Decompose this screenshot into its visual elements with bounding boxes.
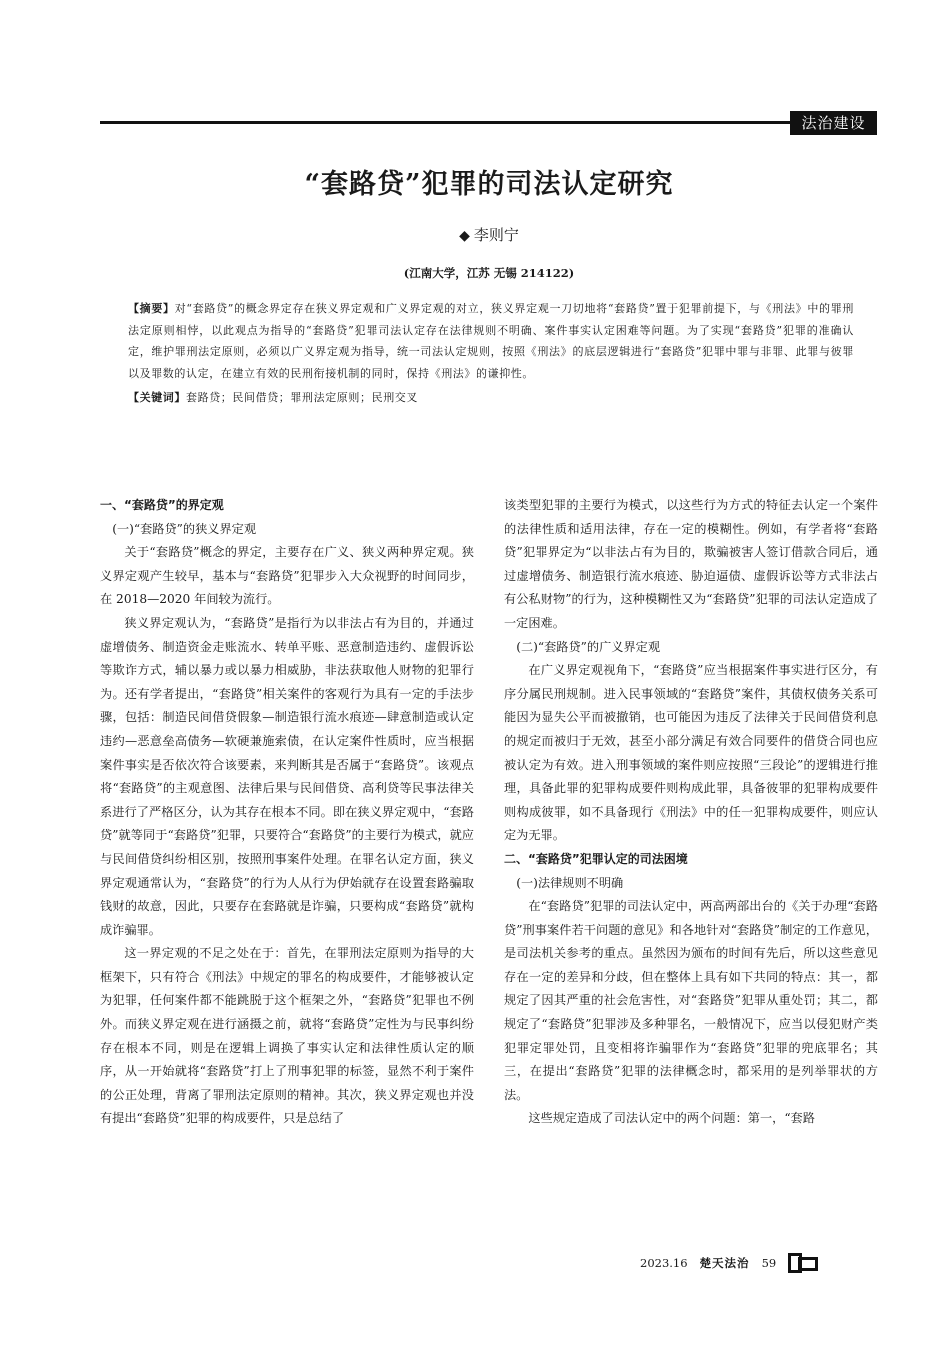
abstract-text: 对“套路贷”的概念界定存在狭义界定观和广义界定观的对立，狭义界定观一刀切地将“套路贷”置于犯罪前提下，与《刑法》中的罪刑法定原则相悖，以此观点为指导的“套路贷”犯罪司法认定存在法律规则不明确、案件事实认定困难等问题。为了实现“套路贷”犯罪的准确认定，维护罪刑法定原则，必须以广义界定观为指导，统一司法认定规则，按照《刑法》的底层逻辑进行“套路贷”犯罪中罪与非罪、此罪与彼罪以及罪数的认定，在建立有效的民刑衔接机制的同时，保持《刑法》的谦抑性。: [128, 302, 854, 380]
article-title: “套路贷”犯罪的司法认定研究: [304, 169, 674, 200]
subsection-heading: (二)“套路贷”的广义界定观: [516, 639, 661, 654]
paragraph: 狭义界定观认为，“套路贷”是指行为以非法占有为目的，并通过虚增债务、制造资金走账流水、转单平账、恶意制造违约、虚假诉讼等欺诈方式，辅以暴力或以暴力相威胁，非法获取他人财物的犯罪行为。还有学者提出，“套路贷”相关案件的客观行为具有一定的手法步骤，包括：制造民间借贷假象—制造银行流水痕迹—肆意制造或认定违约—恶意垒高债务—软硬兼施索债，在认定案件性质时，应当根据案件事实是否依次符合该要素，来判断其是否属于“套路贷”。该观点将“套路贷”的主观意图、法律后果与民间借贷、高利贷等民事法律关系进行了严格区分，认为其存在根本不同。即在狭义界定观中，“套路贷”就等同于“套路贷”犯罪，只要符合“套路贷”的主要行为模式，就应与民间借贷纠纷相区别，按照刑事案件处理。在罪名认定方面，狭义界定观通常认为，“套路贷”的行为人从行为伊始就存在设置套路骗取钱财的故意，因此，只要存在套路就是诈骗，只要构成“套路贷”就构成诈骗罪。: [100, 615, 474, 937]
section-heading: 一、“套路贷”的界定观: [100, 498, 224, 512]
page-footer: [640, 1253, 818, 1273]
affiliation: (江南大学，江苏 无锡 214122): [403, 266, 575, 280]
issue-number: 2023.16: [640, 1256, 688, 1270]
keywords-label: 【关键词】: [128, 391, 186, 404]
abstract-label: 【摘要】: [128, 302, 175, 315]
diamond-icon: ◆: [459, 228, 470, 244]
abstract-block: [128, 298, 854, 409]
paragraph: 在广义界定观视角下，“套路贷”应当根据案件事实进行区分，有序分属民刑规制。进入民事领域的“套路贷”案件，其债权债务关系可能因为显失公平而被撤销，也可能因为违反了法律关于民间借贷利息的规定而被归于无效，甚至小部分满足有效合同要件的借贷合同也应被认定为有效。进入刑事领域的案件则应按照“三段论”的逻辑进行推理，具备此罪的犯罪构成要件则构成此罪，具备彼罪的犯罪构成要件则构成彼罪，如不具备现行《刑法》中的任一犯罪构成要件，则应认定为无罪。: [504, 663, 878, 843]
header-rule: [100, 121, 790, 124]
author-line: [100, 225, 878, 246]
section-tag: 法治建设: [790, 111, 877, 135]
paragraph: 关于“套路贷”概念的界定，主要存在广义、狭义两种界定观。狭义界定观产生较早，基本与“套路贷”犯罪步入大众视野的时间同步，在 2018—2020 年间较为流行。: [100, 545, 474, 607]
page-number: 59: [761, 1256, 777, 1270]
section-heading: 二、“套路贷”犯罪认定的司法困境: [504, 851, 688, 866]
right-column: [504, 494, 878, 1234]
keywords: [128, 387, 854, 409]
paragraph: 这些规定造成了司法认定中的两个问题：第一，“套路: [528, 1111, 815, 1126]
abstract: [128, 298, 854, 384]
author-name: 李则宁: [473, 226, 519, 244]
paragraph: 这一界定观的不足之处在于：首先，在罪刑法定原则为指导的大框架下，只有符合《刑法》中规定的罪名的构成要件，才能够被认定为犯罪，任何案件都不能跳脱于这个框架之外，“套路贷”犯罪也不例外。而狭义界定观在进行涵摄之前，就将“套路贷”定性为与民事纠纷存在根本不同，则是在逻辑上调换了事实认定和法律性质认定的顺序，从一开始就将“套路贷”打上了刑事犯罪的标签，显然不利于案件的公正处理，背离了罪刑法定原则的精神。其次，狭义界定观也并没有提出“套路贷”犯罪的构成要件，只是总结了: [100, 946, 474, 1126]
left-column: [100, 494, 474, 1234]
paragraph: 该类型犯罪的主要行为模式，以这些行为方式的特征去认定一个案件的法律性质和适用法律，存在一定的模糊性。例如，有学者将“套路贷”犯罪界定为“以非法占有为目的，欺骗被害人签订借款合同后，通过虚增债务、制造银行流水痕迹、胁迫逼债、虚假诉讼等方式非法占有公私财物”的行为，这种模糊性又为“套路贷”犯罪的司法认定造成了一定困难。: [504, 498, 878, 630]
journal-name: 楚天法治: [699, 1256, 750, 1270]
paragraph: 在“套路贷”犯罪的司法认定中，两高两部出台的《关于办理“套路贷”刑事案件若干问题的意见》和各地针对“套路贷”制定的工作意见，是司法机关参考的重点。虽然因为颁布的时间有先后，所以这些意见存在一定的差异和分歧，但在整体上具有如下共同的特点：其一，都规定了因其严重的社会危害性，对“套路贷”犯罪从重处罚；其二，都规定了“套路贷”犯罪涉及多种罪名，一般情况下，应当以侵犯财产类犯罪定罪处罚，且变相将诈骗罪作为“套路贷”犯罪的兜底罪名；其三，在提出“套路贷”犯罪的法律概念时，都采用的是列举罪状的方法。: [504, 899, 878, 1102]
subsection-heading: (一)“套路贷”的狭义界定观: [112, 521, 257, 536]
journal-logo-icon: [788, 1253, 818, 1273]
keywords-text: 套路贷；民间借贷；罪刑法定原则；民刑交叉: [186, 391, 418, 404]
subsection-heading: (一)法律规则不明确: [516, 875, 624, 890]
